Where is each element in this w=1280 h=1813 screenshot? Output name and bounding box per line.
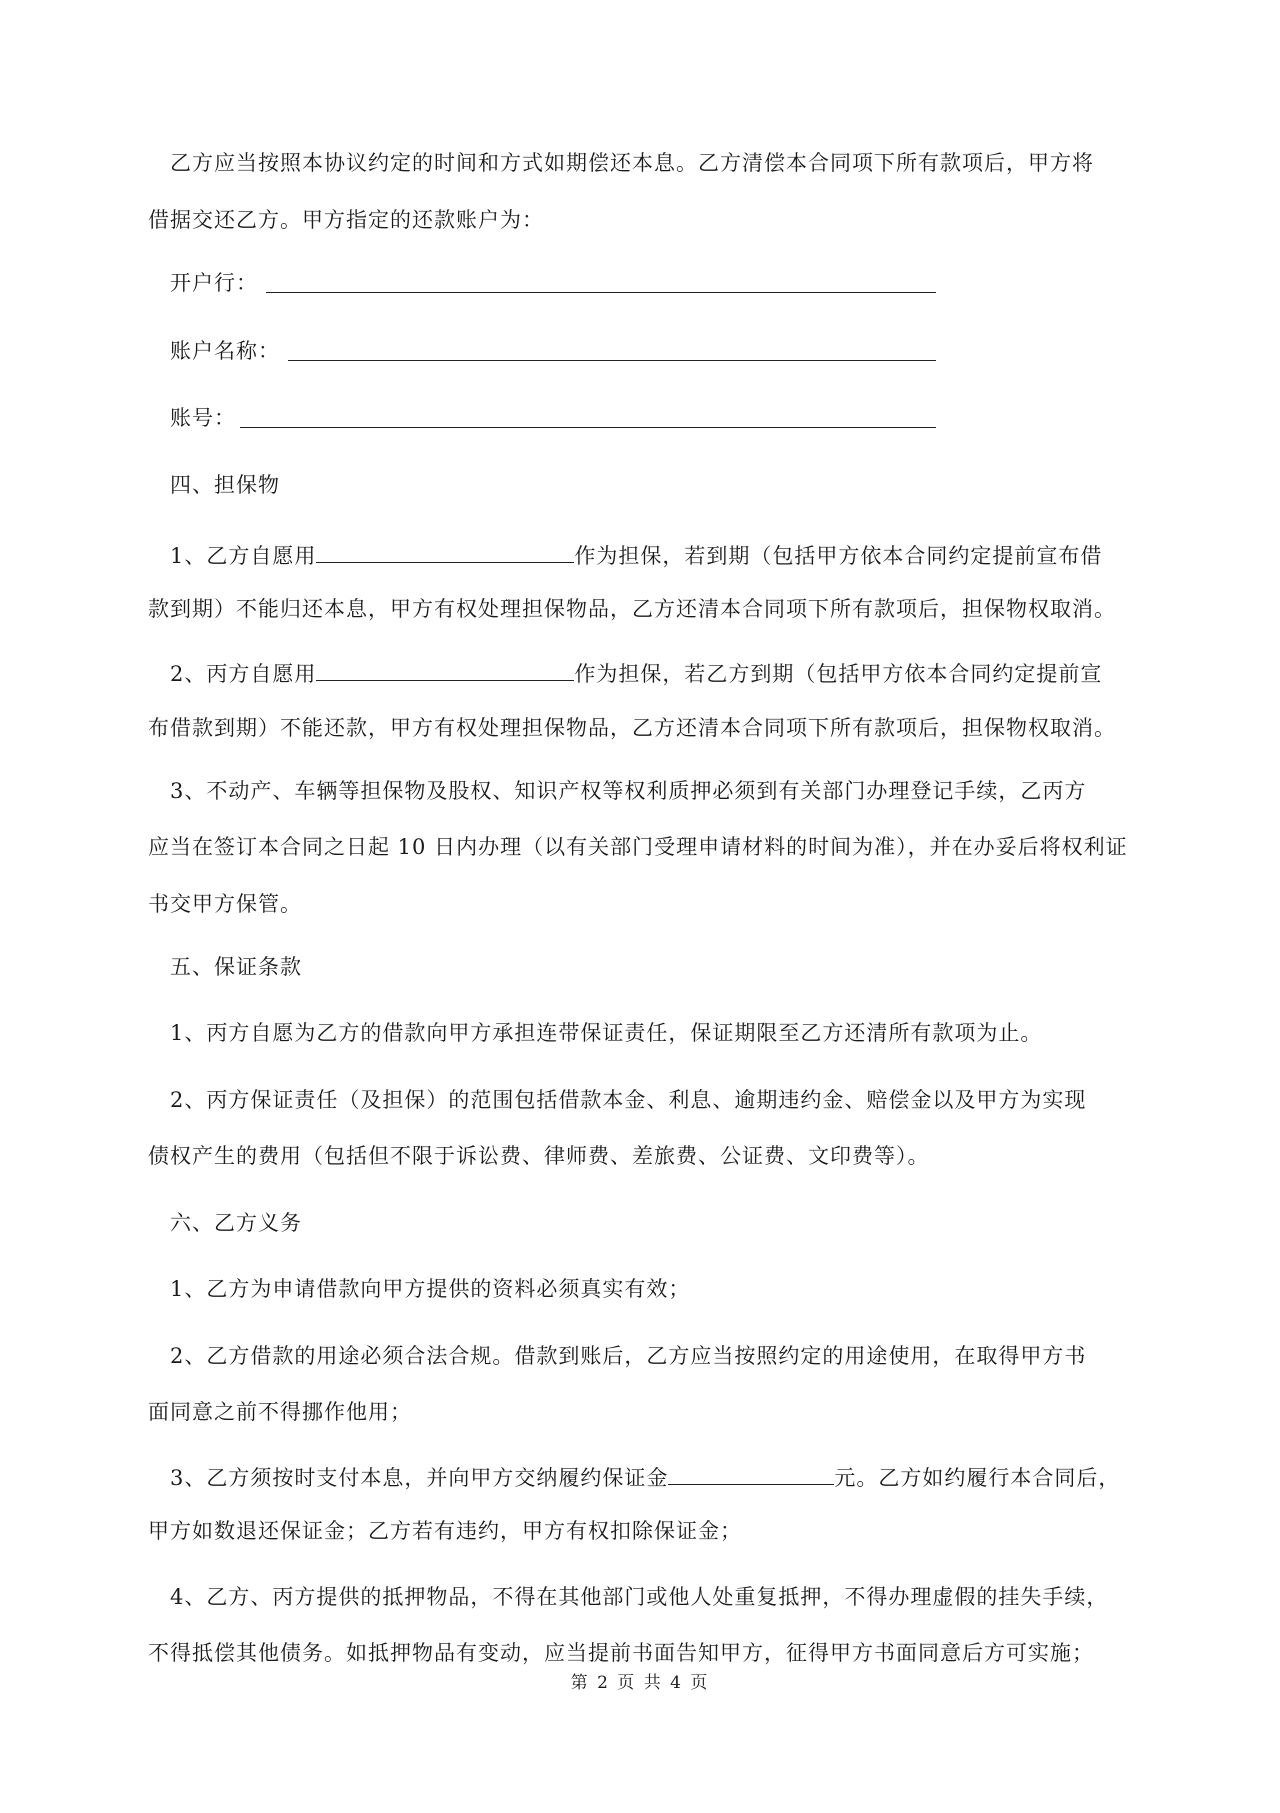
section-6-item-2-line-2: 面同意之前不得挪作他用； — [148, 1400, 412, 1424]
account-name-label: 账户名称： — [170, 339, 280, 363]
section-6-item-3-prefix: 3、乙方须按时支付本息，并向甲方交纳履约保证金 — [170, 1466, 669, 1490]
account-number-blank — [240, 427, 936, 428]
section-4-item-1-line-1 — [170, 538, 1102, 571]
section-4-item-3-line-2: 应当在签订本合同之日起 10 日内办理（以有关部门受理申请材料的时间为准），并在办妥后将权利证 — [148, 835, 1128, 859]
section-6-item-1: 1、乙方为申请借款向甲方提供的资料必须真实有效； — [170, 1277, 691, 1301]
section-6-item-4-line-2: 不得抵偿其他债务。如抵押物品有变动，应当提前书面告知甲方，征得甲方书面同意后方可实施； — [148, 1641, 1094, 1665]
account-name-blank — [288, 360, 936, 361]
account-number-field — [170, 403, 236, 433]
section-4-title: 四、担保物 — [170, 473, 280, 497]
section-6-item-2-line-1: 2、乙方借款的用途必须合法合规。借款到账后，乙方应当按照约定的用途使用，在取得甲方书 — [170, 1344, 1087, 1368]
section-4-item-1-prefix: 1、乙方自愿用 — [170, 544, 317, 568]
collateral-blank-2 — [316, 656, 574, 681]
deposit-amount-blank — [668, 1460, 834, 1485]
account-number-label: 账号： — [170, 406, 236, 430]
section-6-item-3-suffix: 元。乙方如约履行本合同后， — [834, 1466, 1121, 1490]
intro-line-2: 借据交还乙方。甲方指定的还款账户为： — [148, 208, 544, 232]
section-5-item-2-line-2: 债权产生的费用（包括但不限于诉讼费、律师费、差旅费、公证费、文印费等）。 — [148, 1144, 930, 1168]
section-4-item-2-prefix: 2、丙方自愿用 — [170, 662, 317, 686]
section-6-title: 六、乙方义务 — [170, 1211, 302, 1235]
section-5-title: 五、保证条款 — [170, 955, 302, 979]
section-4-item-2-line-2: 布借款到期）不能还款，甲方有权处理担保物品，乙方还清本合同项下所有款项后，担保物权取消。 — [148, 716, 1116, 740]
section-4-item-2-line-1 — [170, 656, 1102, 689]
section-6-item-4-line-1: 4、乙方、丙方提供的抵押物品，不得在其他部门或他人处重复抵押，不得办理虚假的挂失手续， — [170, 1585, 1109, 1609]
bank-label: 开户行： — [170, 271, 258, 295]
section-6-item-3-line-1 — [170, 1460, 1120, 1493]
section-4-item-3-line-3: 书交甲方保管。 — [148, 892, 302, 916]
bank-blank — [266, 292, 936, 293]
intro-line-1: 乙方应当按照本协议约定的时间和方式如期偿还本息。乙方清偿本合同项下所有款项后，甲方将 — [170, 151, 1094, 175]
section-4-item-1-suffix: 作为担保，若到期（包括甲方依本合同约定提前宣布借 — [574, 544, 1103, 568]
account-name-field — [170, 336, 280, 366]
page-footer: 第 2 页 共 4 页 — [570, 1673, 710, 1693]
section-4-item-3-line-1: 3、不动产、车辆等担保物及股权、知识产权等权利质押必须到有关部门办理登记手续，乙丙方 — [170, 779, 1087, 803]
section-5-item-1: 1、丙方自愿为乙方的借款向甲方承担连带保证责任，保证期限至乙方还清所有款项为止。 — [170, 1021, 1043, 1045]
section-5-item-2-line-1: 2、丙方保证责任（及担保）的范围包括借款本金、利息、逾期违约金、赔偿金以及甲方为实现 — [170, 1088, 1087, 1112]
collateral-blank-1 — [316, 538, 574, 563]
bank-field — [170, 268, 258, 298]
section-4-item-1-line-2: 款到期）不能归还本息，甲方有权处理担保物品，乙方还清本合同项下所有款项后，担保物权取消。 — [148, 597, 1116, 621]
section-6-item-3-line-2: 甲方如数退还保证金；乙方若有违约，甲方有权扣除保证金； — [148, 1519, 742, 1543]
section-4-item-2-suffix: 作为担保，若乙方到期（包括甲方依本合同约定提前宣 — [574, 662, 1103, 686]
